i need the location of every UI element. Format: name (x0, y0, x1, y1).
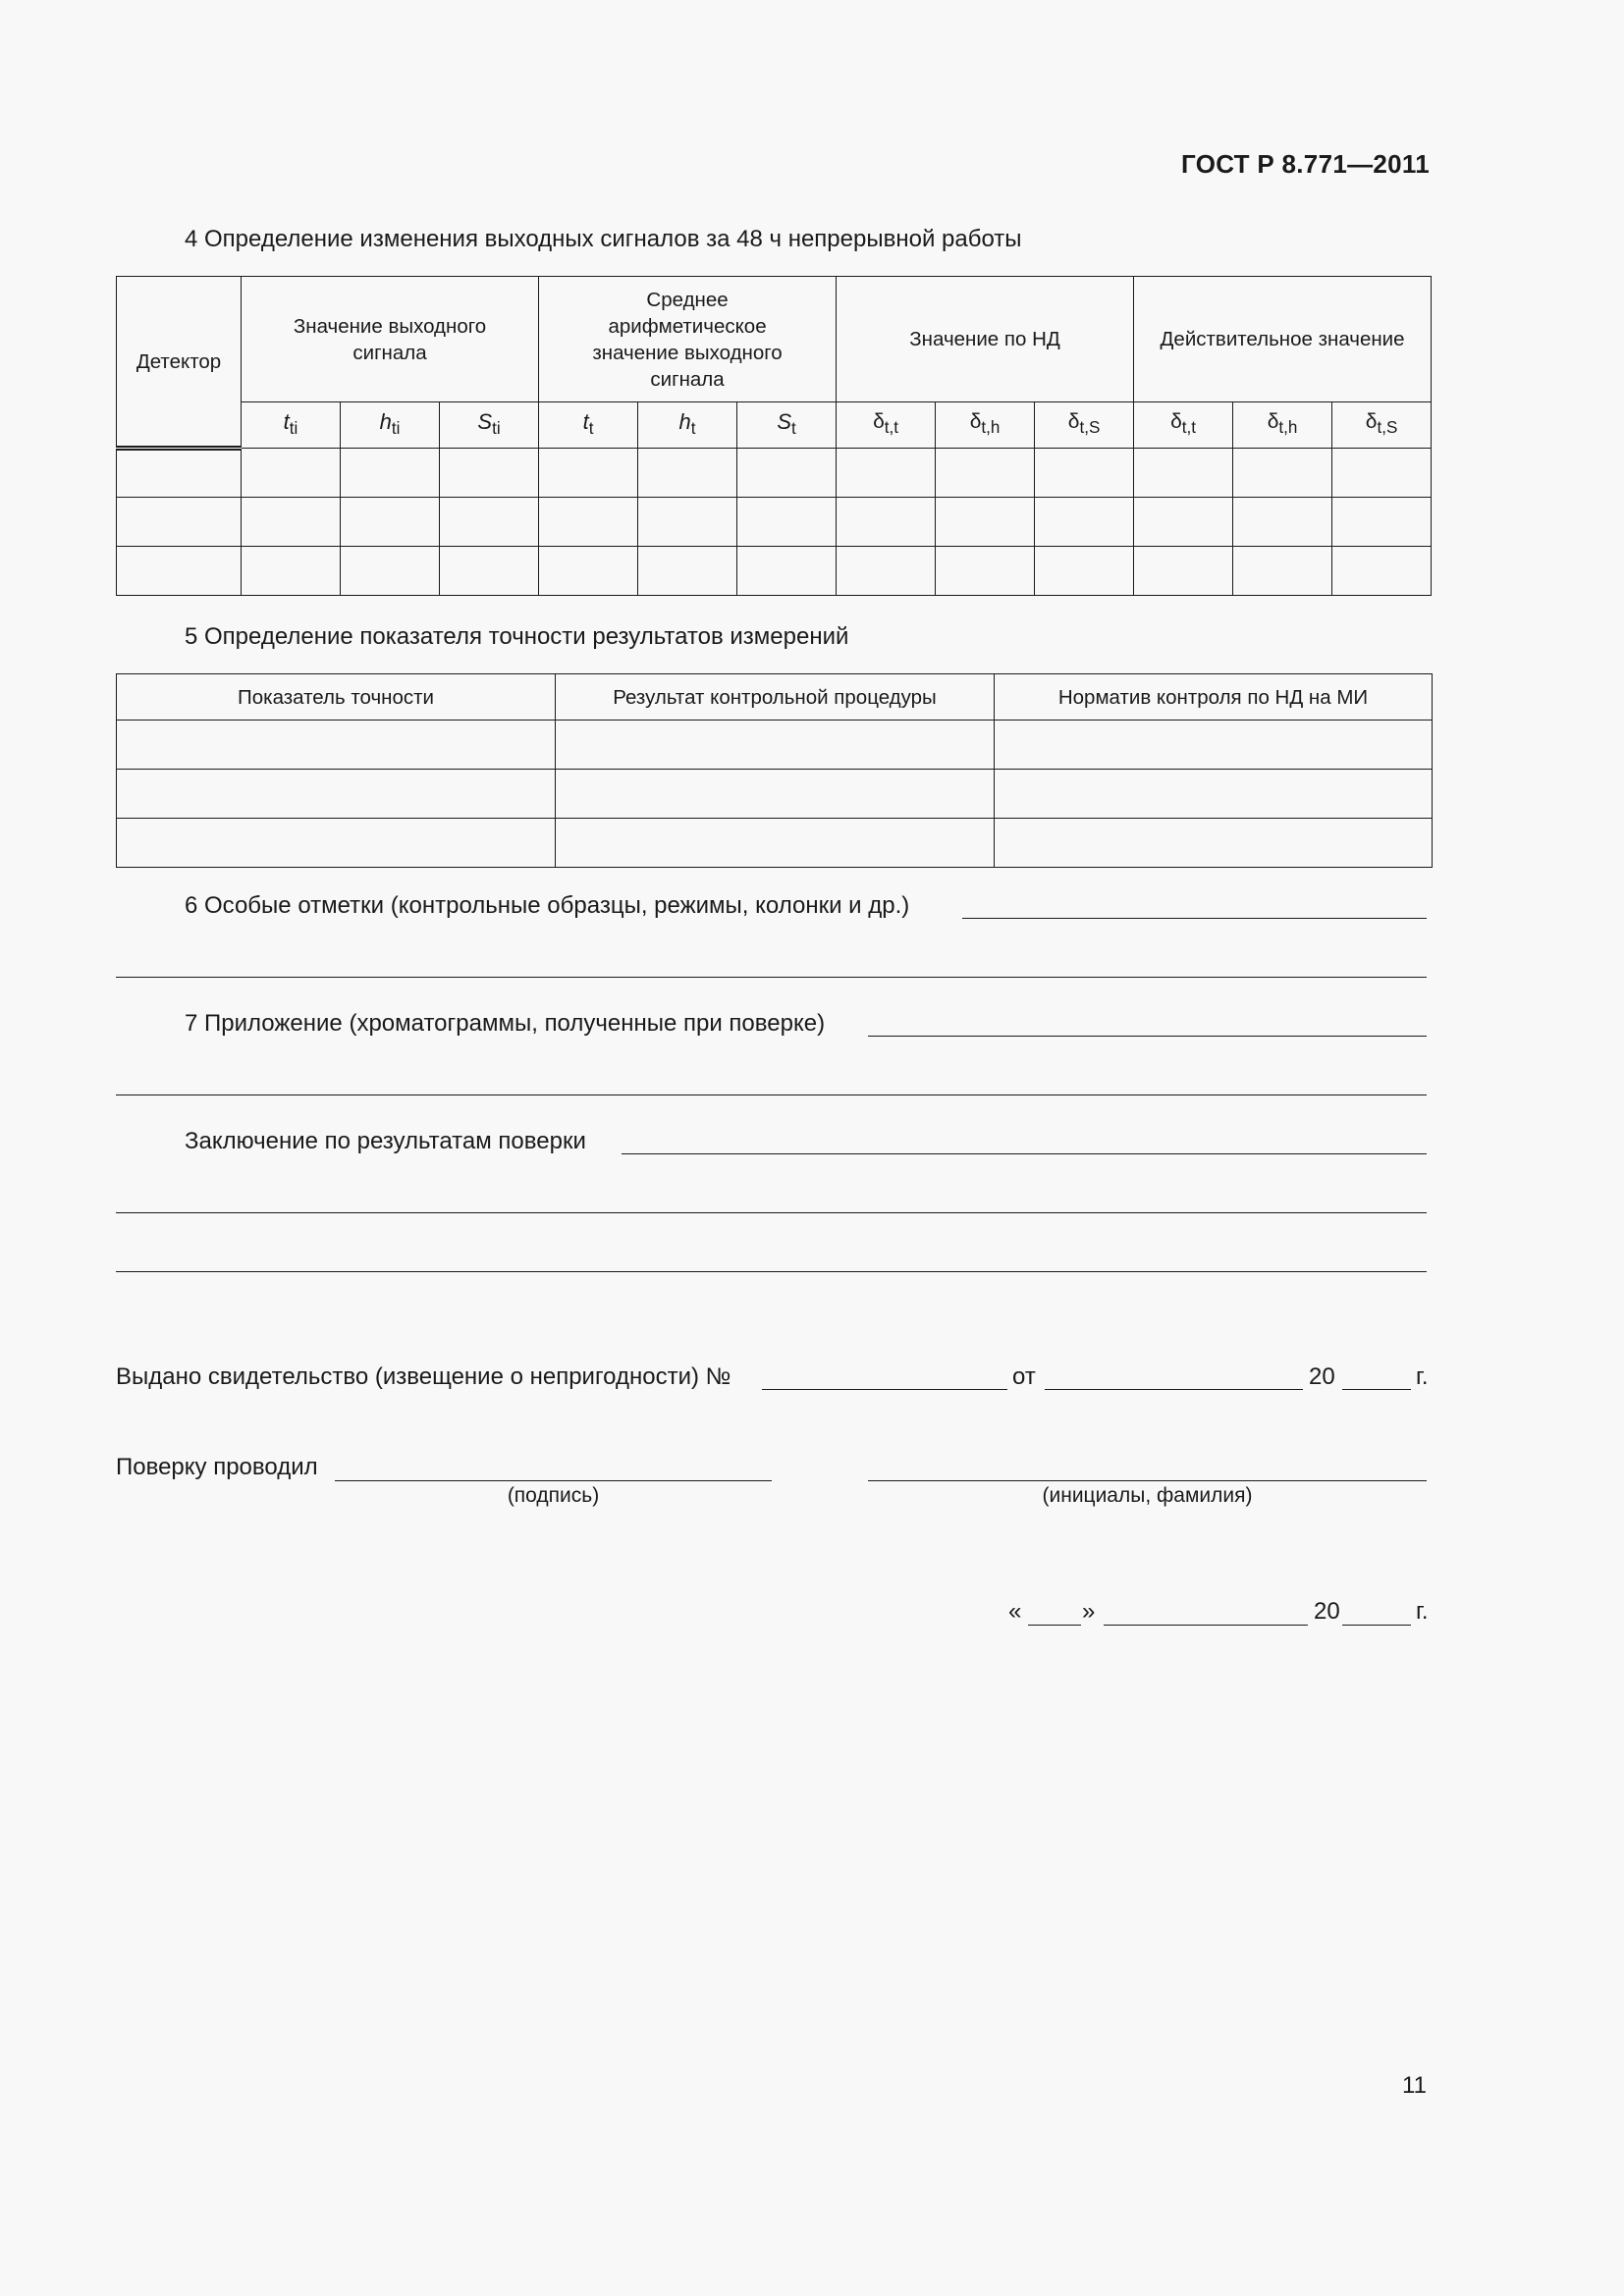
table-cell[interactable] (117, 721, 556, 770)
table-cell[interactable] (737, 449, 837, 498)
signal-change-table (116, 276, 1432, 596)
table-cell[interactable] (995, 721, 1433, 770)
date-year-suffix: г. (1416, 1598, 1429, 1625)
table-cell[interactable] (1134, 498, 1233, 547)
table-row (117, 819, 1433, 868)
symbol-subscript: ti (289, 419, 298, 439)
table-cell[interactable] (837, 498, 936, 547)
symbol-base: h (678, 408, 691, 434)
accuracy-table (116, 673, 1433, 868)
signature-blank[interactable] (335, 1480, 772, 1481)
table-cell[interactable] (539, 498, 638, 547)
symbol-subscript: t,t (1181, 418, 1197, 438)
symbol-subscript: t,h (981, 418, 1001, 438)
table-row (117, 770, 1433, 819)
table-cell[interactable] (995, 819, 1433, 868)
symbol-cell (539, 402, 638, 449)
certificate-label: Выдано свидетельство (извещение о непригодности) № (116, 1363, 731, 1390)
certificate-from: от (1012, 1363, 1036, 1390)
table-cell[interactable] (440, 449, 539, 498)
table-cell[interactable] (539, 449, 638, 498)
table-cell[interactable] (117, 449, 242, 498)
table-cell[interactable] (1035, 449, 1134, 498)
table-cell[interactable] (837, 449, 936, 498)
symbol-cell (638, 402, 737, 449)
certificate-number-blank[interactable] (762, 1389, 1007, 1390)
name-blank[interactable] (868, 1480, 1427, 1481)
group-output-value: Значение выходного сигнала (242, 277, 539, 402)
symbol-cell (837, 402, 936, 449)
page-number: 11 (1402, 2072, 1427, 2099)
table-row (117, 449, 1432, 498)
certificate-year-suffix: г. (1416, 1363, 1429, 1390)
date-year-prefix: 20 (1314, 1598, 1340, 1625)
table-cell[interactable] (242, 449, 341, 498)
table-cell[interactable] (1134, 547, 1233, 596)
col-control-norm: Норматив контроля по НД на МИ (995, 674, 1433, 721)
symbol-base: δ (1067, 410, 1080, 434)
certificate-year-blank[interactable] (1342, 1389, 1411, 1390)
symbol-cell (1134, 402, 1233, 449)
appendix-blank[interactable] (868, 1036, 1427, 1037)
date-open-quote: « (1008, 1598, 1022, 1625)
table-cell[interactable] (1233, 547, 1332, 596)
table-cell[interactable] (242, 547, 341, 596)
conclusion-blank-3[interactable] (116, 1271, 1427, 1272)
symbol-base: δ (1170, 410, 1182, 434)
symbol-cell (341, 402, 440, 449)
symbol-subscript: t (791, 419, 796, 439)
table-cell[interactable] (936, 498, 1035, 547)
table-cell[interactable] (341, 547, 440, 596)
standard-designation: ГОСТ Р 8.771—2011 (1181, 149, 1430, 179)
table-cell[interactable] (837, 547, 936, 596)
table-cell[interactable] (1035, 547, 1134, 596)
table-cell[interactable] (556, 819, 995, 868)
table-row (117, 498, 1432, 547)
table-cell[interactable] (737, 498, 837, 547)
symbol-subscript: ti (492, 419, 501, 439)
table-cell[interactable] (1035, 498, 1134, 547)
table-row (117, 547, 1432, 596)
symbol-subscript: t (690, 419, 696, 439)
symbol-subscript: ti (391, 419, 401, 439)
symbol-subscript: t,S (1079, 418, 1101, 438)
conclusion-blank[interactable] (622, 1153, 1427, 1154)
certificate-date-blank[interactable] (1045, 1389, 1303, 1390)
symbol-cell (936, 402, 1035, 449)
col-detector: Детектор (117, 277, 242, 449)
symbol-subscript: t (588, 419, 594, 439)
symbol-row (117, 402, 1432, 449)
table-cell[interactable] (1233, 449, 1332, 498)
table-cell[interactable] (1332, 498, 1432, 547)
symbol-cell (1035, 402, 1134, 449)
section-5-title: 5 Определение показателя точности результатов измерений (185, 623, 849, 650)
symbol-subscript: t,S (1377, 418, 1398, 438)
symbol-base: δ (1365, 410, 1378, 434)
table-cell[interactable] (341, 449, 440, 498)
symbol-cell (440, 402, 539, 449)
date-year-blank[interactable] (1342, 1625, 1411, 1626)
name-caption: (инициалы, фамилия) (1042, 1484, 1253, 1507)
table-cell[interactable] (1332, 449, 1432, 498)
certificate-year-prefix: 20 (1309, 1363, 1335, 1390)
symbol-base: δ (969, 410, 982, 434)
symbol-cell (1332, 402, 1432, 449)
symbol-base: δ (1267, 410, 1279, 434)
table-cell[interactable] (638, 547, 737, 596)
section-4-title: 4 Определение изменения выходных сигналов за 48 ч непрерывной работы (185, 226, 1022, 252)
table-cell[interactable] (242, 498, 341, 547)
table-cell[interactable] (1233, 498, 1332, 547)
date-close-quote: » (1082, 1598, 1096, 1625)
symbol-subscript: t,h (1278, 418, 1298, 438)
table-cell[interactable] (936, 449, 1035, 498)
group-actual-value: Действительное значение (1134, 277, 1432, 402)
symbol-cell (737, 402, 837, 449)
table-cell[interactable] (117, 819, 556, 868)
table-cell[interactable] (117, 498, 242, 547)
table-cell[interactable] (341, 498, 440, 547)
symbol-subscript: t,t (884, 418, 899, 438)
special-notes-blank-2[interactable] (116, 977, 1427, 978)
table-cell[interactable] (995, 770, 1433, 819)
verifier-label: Поверку проводил (116, 1454, 318, 1480)
symbol-cell (1233, 402, 1332, 449)
symbol-base: t (582, 408, 589, 434)
table-cell[interactable] (556, 770, 995, 819)
col-control-result: Результат контрольной процедуры (556, 674, 995, 721)
table-cell[interactable] (1134, 449, 1233, 498)
symbol-cell (242, 402, 341, 449)
symbol-base: S (477, 408, 493, 434)
symbol-base: S (777, 408, 791, 434)
table-cell[interactable] (638, 498, 737, 547)
table-cell[interactable] (440, 547, 539, 596)
table-cell[interactable] (737, 547, 837, 596)
section-7-label: 7 Приложение (хроматограммы, полученные при поверке) (185, 1010, 826, 1037)
date-day-blank[interactable] (1028, 1625, 1081, 1626)
table-cell[interactable] (556, 721, 995, 770)
signature-caption: (подпись) (507, 1484, 600, 1507)
section-6-label: 6 Особые отметки (контрольные образцы, режимы, колонки и др.) (185, 892, 910, 919)
conclusion-label: Заключение по результатам поверки (185, 1128, 586, 1154)
symbol-base: t (283, 408, 290, 434)
table-cell[interactable] (117, 770, 556, 819)
table-row (117, 721, 1433, 770)
group-mean-output: Среднее арифметическое значение выходного сигнала (539, 277, 837, 402)
table-cell[interactable] (1332, 547, 1432, 596)
table-cell[interactable] (440, 498, 539, 547)
symbol-base: h (379, 408, 392, 434)
table-cell[interactable] (117, 547, 242, 596)
col-accuracy-indicator: Показатель точности (117, 674, 556, 721)
table-cell[interactable] (539, 547, 638, 596)
table-cell[interactable] (638, 449, 737, 498)
conclusion-blank-2[interactable] (116, 1212, 1427, 1213)
date-month-blank[interactable] (1104, 1625, 1308, 1626)
table-cell[interactable] (936, 547, 1035, 596)
special-notes-blank[interactable] (962, 918, 1427, 919)
symbol-base: δ (873, 410, 885, 434)
group-nd-value: Значение по НД (837, 277, 1134, 402)
